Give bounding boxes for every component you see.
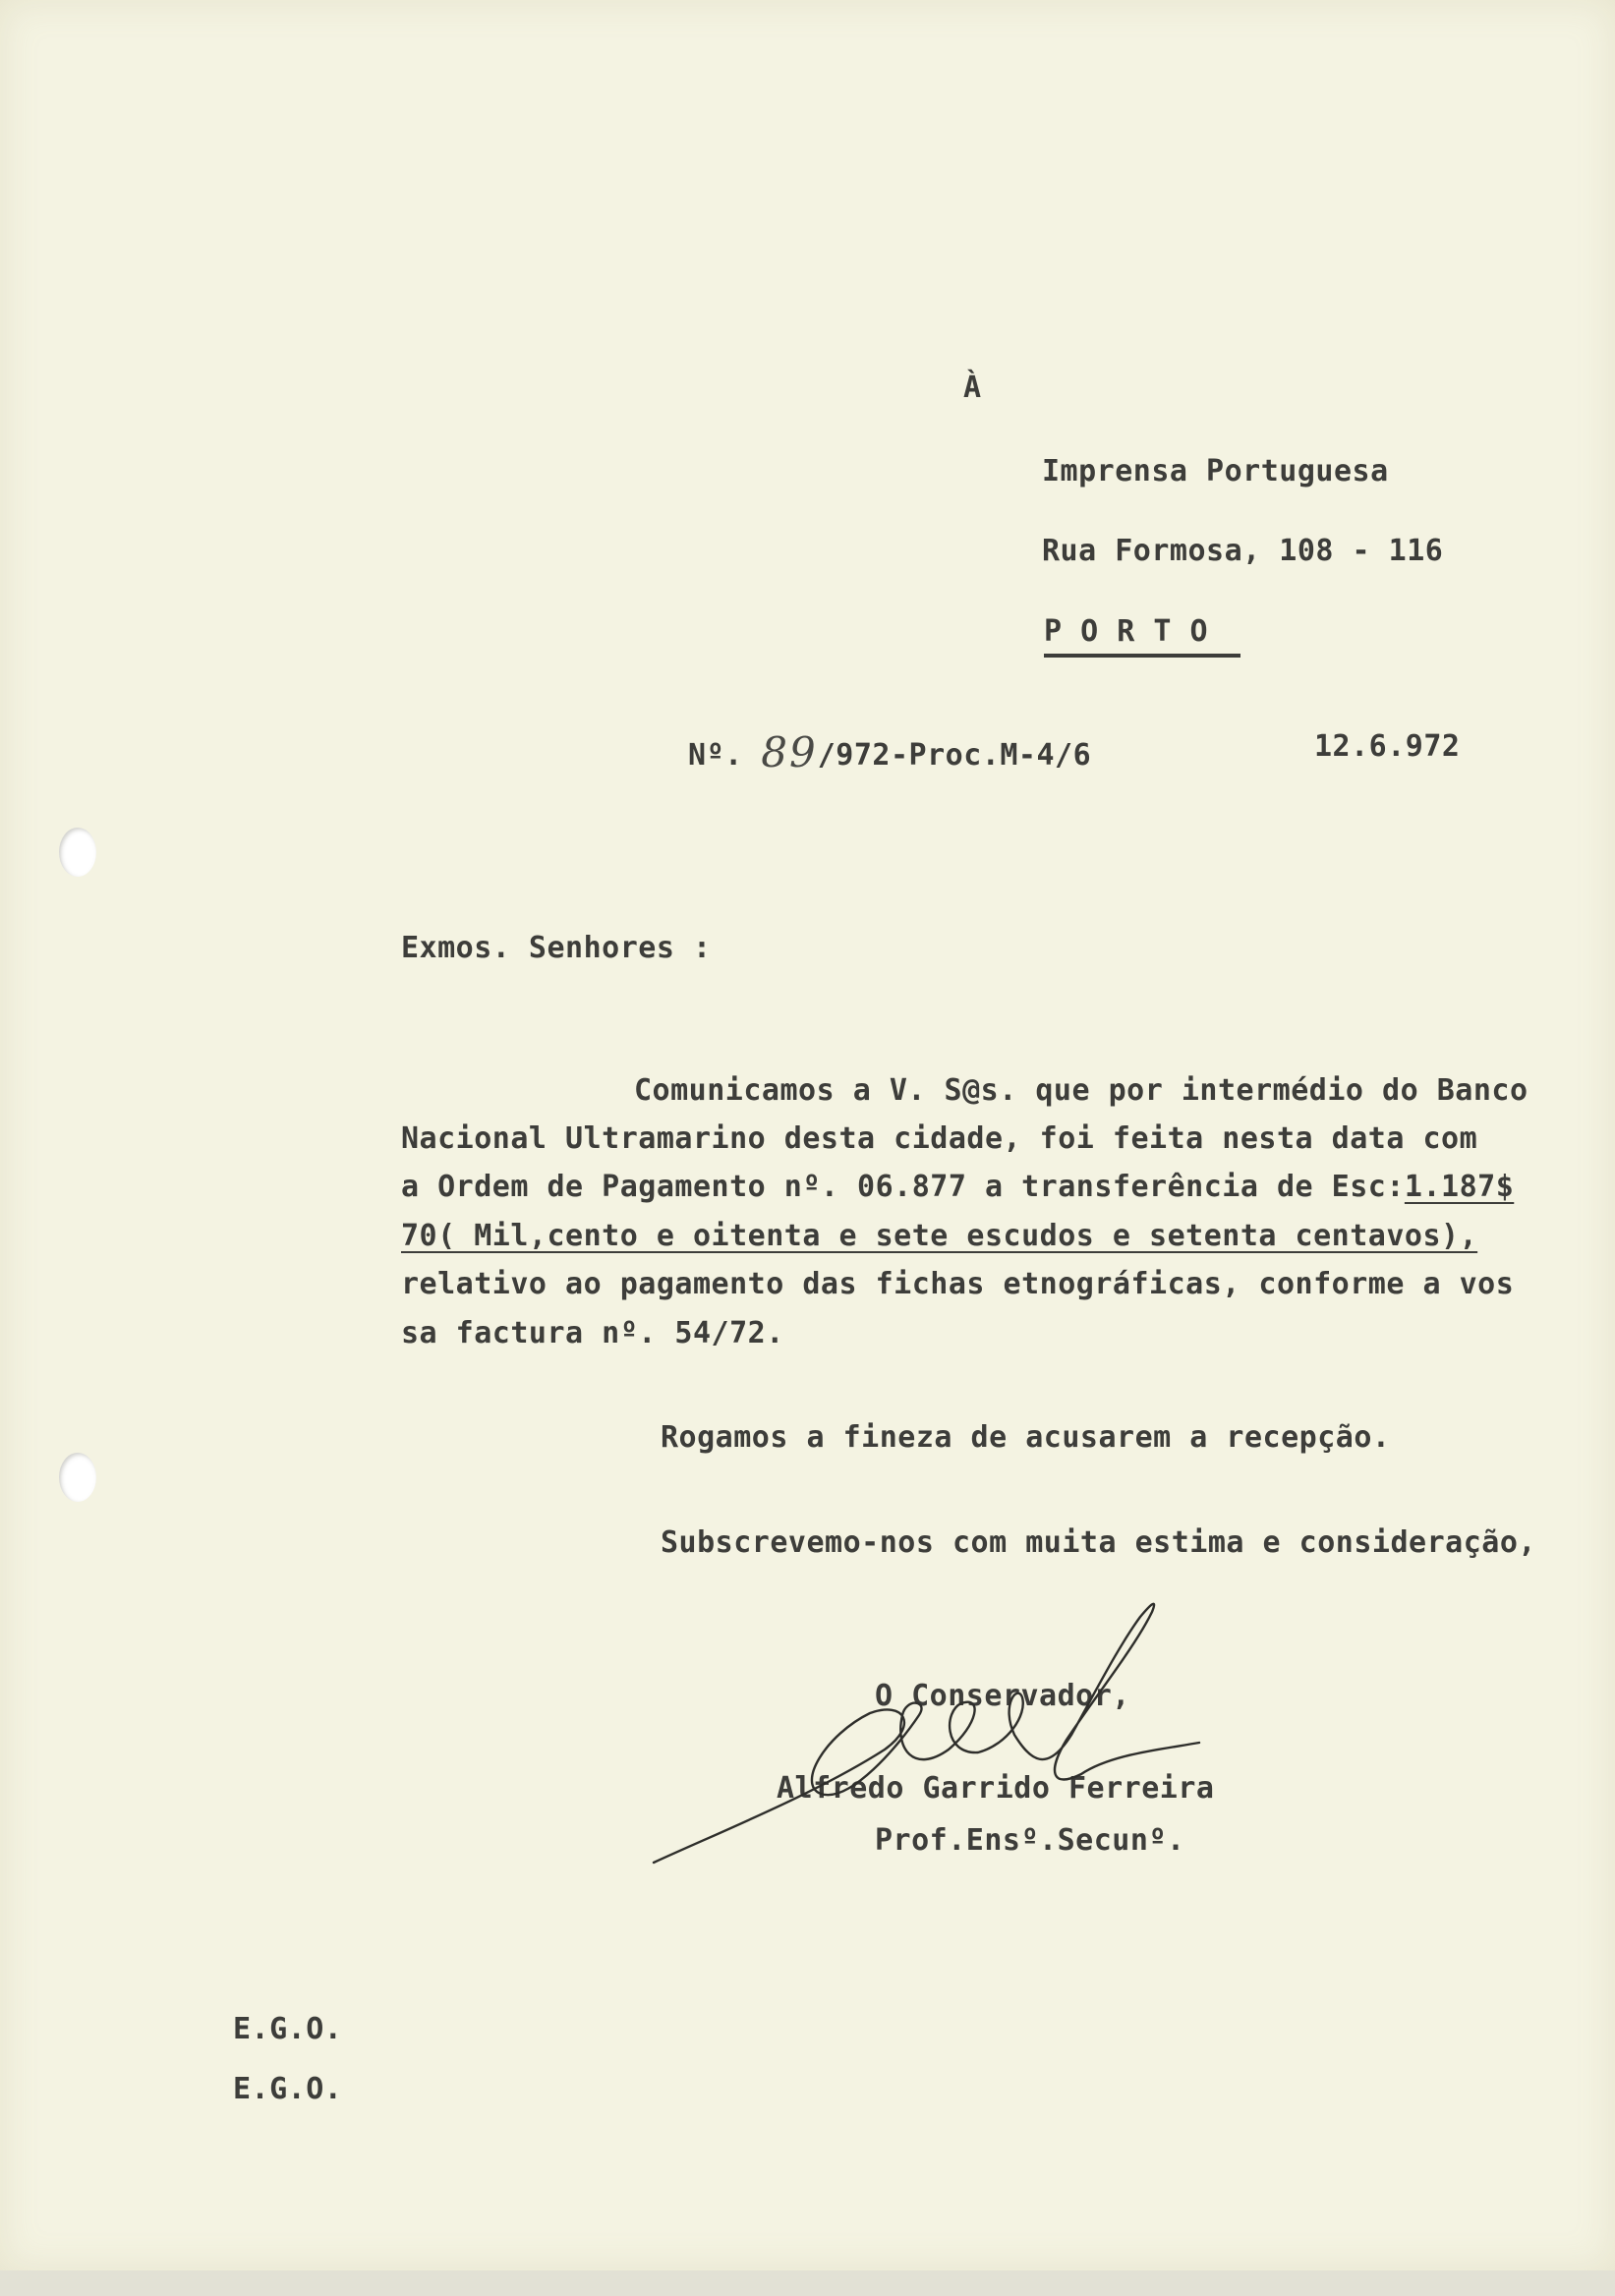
recipient-city: P O R T O bbox=[1044, 614, 1209, 649]
scan-edge bbox=[0, 2270, 1615, 2296]
body-line-2: Nacional Ultramarino desta cidade, foi feita nesta data com bbox=[401, 1121, 1478, 1156]
initials-2: E.G.O. bbox=[233, 2072, 343, 2106]
closing-regards: Subscrevemo-nos com muita estima e consideração, bbox=[661, 1525, 1536, 1560]
body-line-3 bbox=[401, 1170, 1515, 1204]
handwritten-signature bbox=[649, 1587, 1317, 1882]
closing-request: Rogamos a fineza de acusarem a recepção. bbox=[661, 1420, 1391, 1455]
reference-suffix: /972-Proc.M-4/6 bbox=[817, 738, 1092, 773]
body-line-6: sa factura nº. 54/72. bbox=[401, 1316, 784, 1350]
signature-title: Prof.Ensº.Secunº. bbox=[875, 1823, 1185, 1858]
signature-role: O Conservador, bbox=[875, 1679, 1130, 1713]
city-underline bbox=[1044, 654, 1240, 658]
punch-hole-bottom bbox=[59, 1453, 96, 1502]
punch-hole-top bbox=[59, 828, 96, 877]
reference-number bbox=[688, 728, 1092, 776]
initials-1: E.G.O. bbox=[233, 2012, 343, 2046]
body-line-4: 70( Mil,cento e oitenta e sete escudos e setenta centavos), bbox=[401, 1219, 1478, 1253]
salutation-to: À bbox=[963, 371, 982, 405]
body-line-3-text: a Ordem de Pagamento nº. 06.877 a transferência de Esc: bbox=[401, 1170, 1405, 1204]
signature-name: Alfredo Garrido Ferreira bbox=[777, 1771, 1215, 1806]
greeting: Exmos. Senhores : bbox=[401, 931, 712, 965]
body-line-1: Comunicamos a V. S@s. que por intermédio do Banco bbox=[634, 1073, 1528, 1108]
transfer-amount: 1.187$ bbox=[1404, 1170, 1515, 1204]
letter-date: 12.6.972 bbox=[1314, 729, 1461, 764]
recipient-address: Rua Formosa, 108 - 116 bbox=[1042, 534, 1444, 568]
reference-handwritten-number: 89 bbox=[761, 728, 818, 776]
body-line-5: relativo ao pagamento das fichas etnográficas, conforme a vos bbox=[401, 1267, 1515, 1301]
recipient-name: Imprensa Portuguesa bbox=[1042, 454, 1389, 488]
reference-prefix: Nº. bbox=[688, 738, 743, 773]
